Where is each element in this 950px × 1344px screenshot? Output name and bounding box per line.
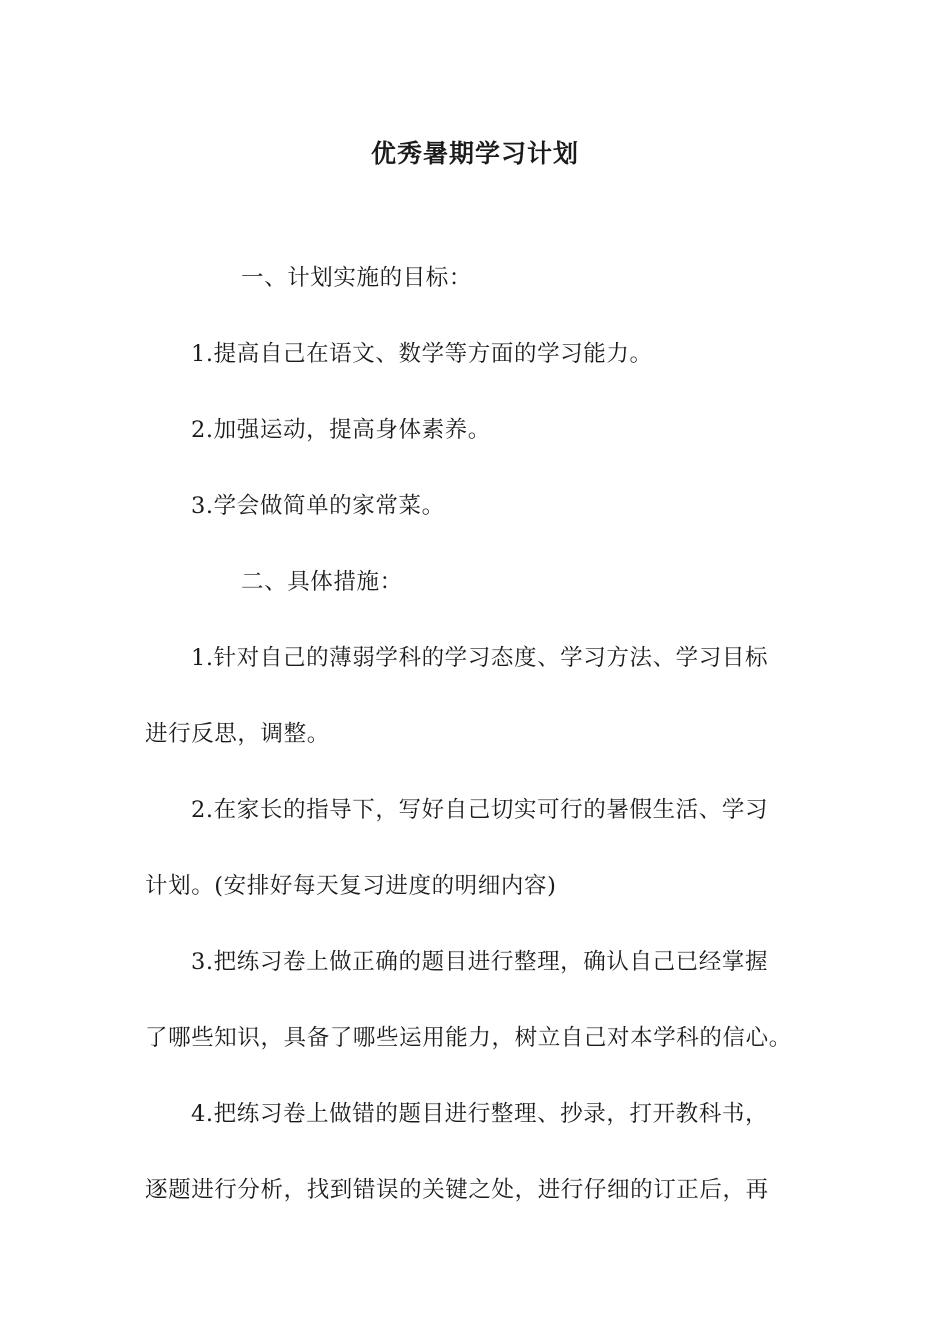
paragraph-line: 4.把练习卷上做错的题目进行整理、抄录，打开教科书， [191, 1101, 769, 1127]
paragraph-line: 1.针对自己的薄弱学科的学习态度、学习方法、学习目标 [191, 645, 769, 671]
section-heading-measures: 二、具体措施： [241, 569, 403, 595]
paragraph-line: 逐题进行分析，找到错误的关键之处，进行仔细的订正后，再 [145, 1177, 769, 1203]
paragraph-line: 2.在家长的指导下，写好自己切实可行的暑假生活、学习 [191, 797, 769, 823]
paragraph-line: 1.提高自己在语文、数学等方面的学习能力。 [191, 341, 653, 367]
section-heading-goals: 一、计划实施的目标： [241, 265, 473, 291]
paragraph-line: 3.学会做简单的家常菜。 [191, 493, 445, 519]
paragraph-line: 3.把练习卷上做正确的题目进行整理，确认自己已经掌握 [191, 949, 769, 975]
paragraph-line: 2.加强运动，提高身体素养。 [191, 417, 491, 443]
document-body [145, 256, 805, 1244]
paragraph-line: 进行反思，调整。 [145, 721, 330, 747]
paragraph-line: 了哪些知识，具备了哪些运用能力，树立自己对本学科的信心。 [145, 1025, 792, 1051]
document-title: 优秀暑期学习计划 [370, 139, 579, 168]
paragraph-line: 计划。(安排好每天复习进度的明细内容) [145, 873, 557, 899]
